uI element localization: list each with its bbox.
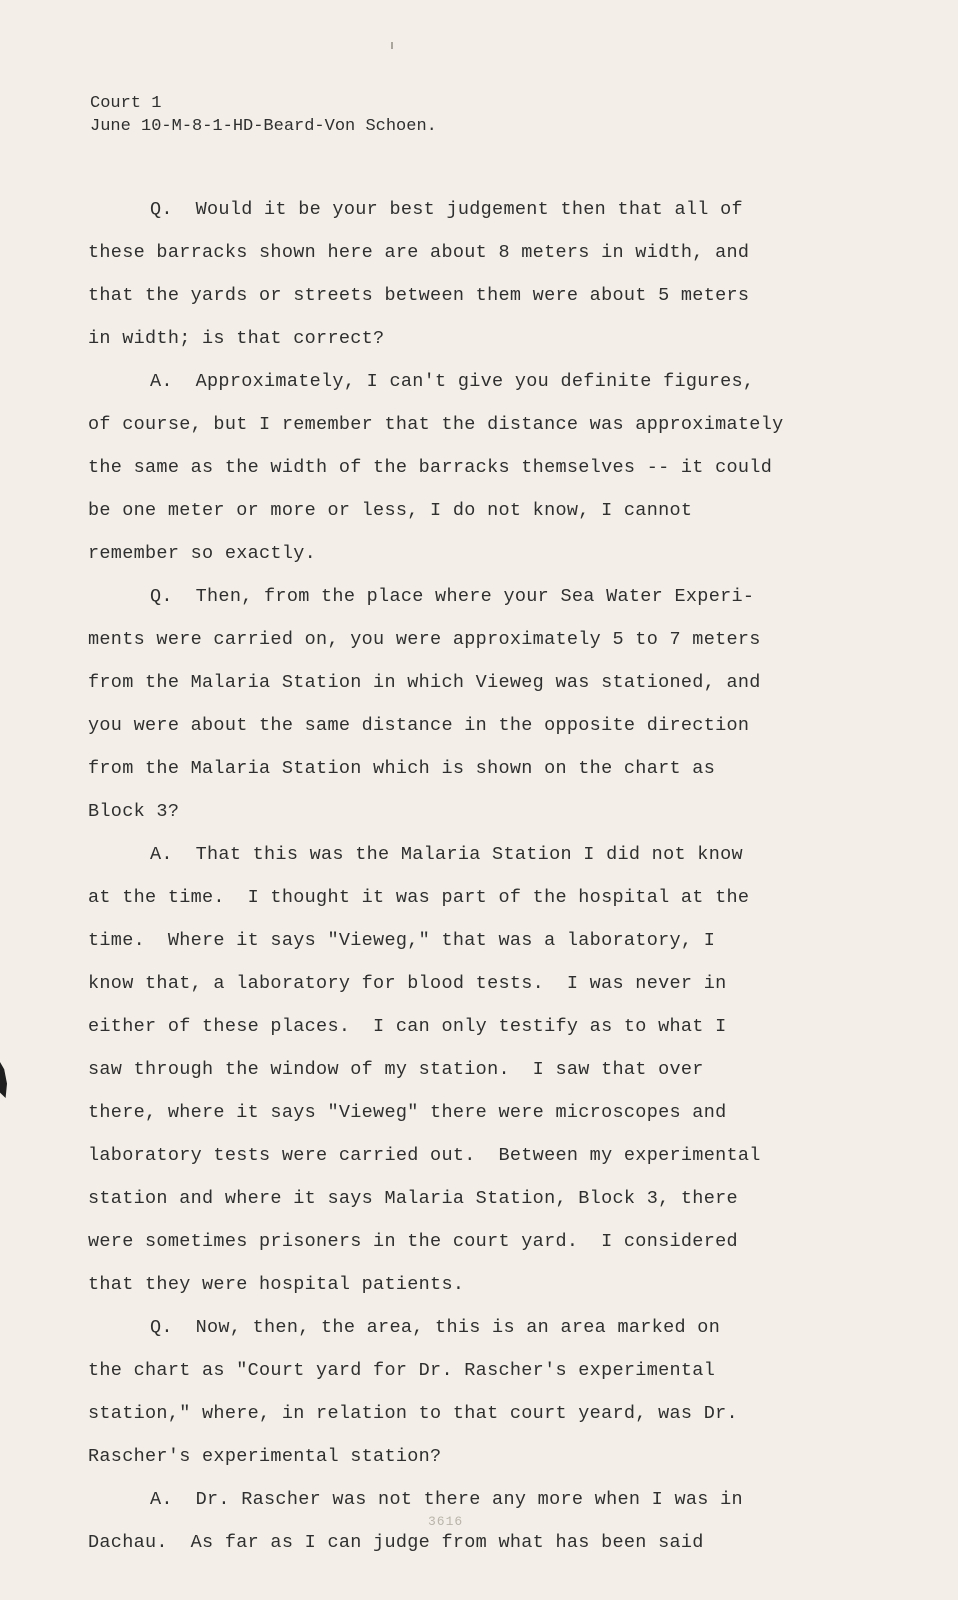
court-label: Court 1: [90, 94, 162, 113]
transcript-line: of course, but I remember that the distance was approximately: [88, 414, 784, 435]
transcript-line: station," where, in relation to that court yeard, was Dr.: [88, 1403, 738, 1424]
transcript-line: you were about the same distance in the opposite direction: [88, 715, 750, 736]
paper-speck: [391, 42, 393, 49]
transcript-line: were sometimes prisoners in the court yard. I considered: [88, 1231, 738, 1252]
page-number: 3616: [428, 1514, 464, 1529]
transcript-line: Rascher's experimental station?: [88, 1446, 442, 1467]
transcript-line: be one meter or more or less, I do not know, I cannot: [88, 500, 693, 521]
transcript-line: these barracks shown here are about 8 meters in width, and: [88, 242, 750, 263]
transcript-line: that they were hospital patients.: [88, 1274, 465, 1295]
transcript-line: either of these places. I can only testify as to what I: [88, 1016, 727, 1037]
transcript-line: time. Where it says "Vieweg," that was a laboratory, I: [88, 930, 716, 951]
transcript-line: Block 3?: [88, 801, 180, 822]
transcript-line: the same as the width of the barracks themselves -- it could: [88, 457, 773, 478]
binding-mark: [0, 1062, 7, 1098]
transcript-line: at the time. I thought it was part of the hospital at the: [88, 887, 750, 908]
transcript-line: there, where it says "Vieweg" there were microscopes and: [88, 1102, 727, 1123]
transcript-line: station and where it says Malaria Station, Block 3, there: [88, 1188, 738, 1209]
document-header: [90, 92, 437, 138]
transcript-line: Dachau. As far as I can judge from what has been said: [88, 1532, 704, 1553]
transcript-line: laboratory tests were carried out. Between my experimental: [88, 1145, 761, 1166]
transcript-line: know that, a laboratory for blood tests. I was never in: [88, 973, 727, 994]
transcript-line: Q. Now, then, the area, this is an area marked on: [150, 1317, 721, 1338]
session-label: June 10-M-8-1-HD-Beard-Von Schoen.: [90, 117, 437, 136]
transcript-line: saw through the window of my station. I saw that over: [88, 1059, 704, 1080]
transcript-line: Q. Then, from the place where your Sea Water Experi-: [150, 586, 755, 607]
transcript-line: that the yards or streets between them were about 5 meters: [88, 285, 750, 306]
transcript-line: Q. Would it be your best judgement then that all of: [150, 199, 743, 220]
transcript-line: A. Approximately, I can't give you definite figures,: [150, 371, 755, 392]
transcript-line: from the Malaria Station in which Vieweg was stationed, and: [88, 672, 761, 693]
transcript-line: in width; is that correct?: [88, 328, 385, 349]
transcript-body: [88, 188, 928, 1564]
transcript-line: ments were carried on, you were approximately 5 to 7 meters: [88, 629, 761, 650]
transcript-line: A. Dr. Rascher was not there any more when I was in: [150, 1489, 743, 1510]
transcript-line: the chart as "Court yard for Dr. Rascher's experimental: [88, 1360, 716, 1381]
transcript-line: A. That this was the Malaria Station I did not know: [150, 844, 743, 865]
transcript-line: from the Malaria Station which is shown on the chart as: [88, 758, 716, 779]
transcript-line: remember so exactly.: [88, 543, 317, 564]
